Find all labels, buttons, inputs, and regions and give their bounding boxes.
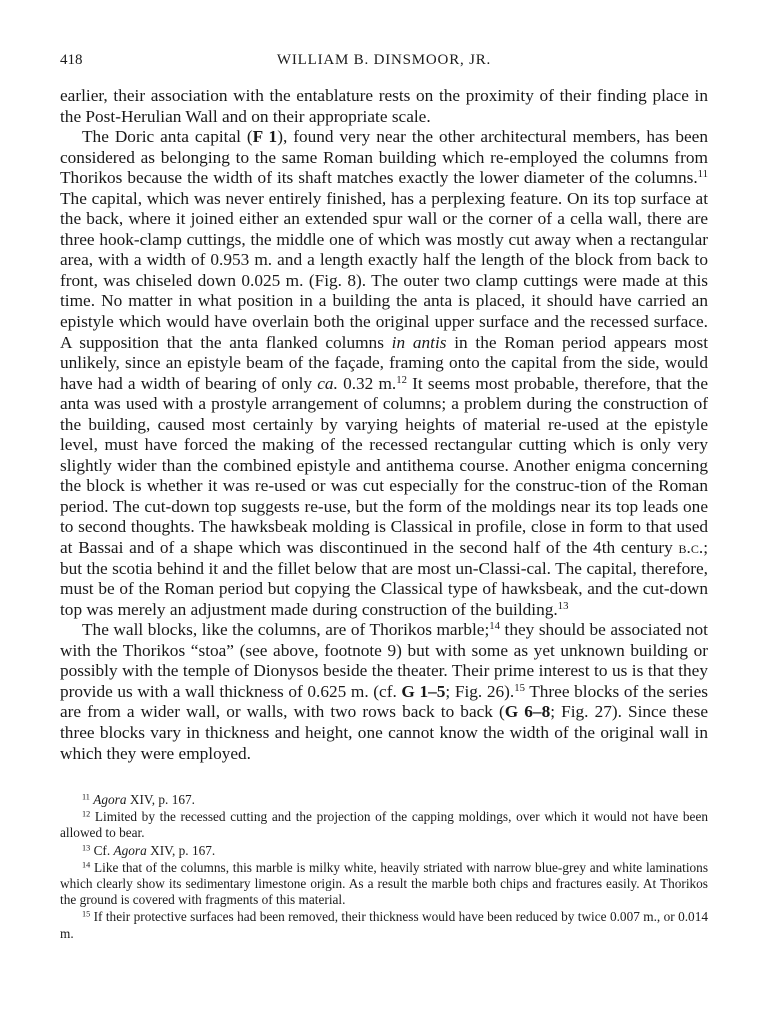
- running-head: WILLIAM B. DINSMOOR, JR.: [276, 52, 492, 68]
- footnote-11: [60, 792, 708, 808]
- paragraph-2: [60, 127, 708, 620]
- text-run: ; Fig. 26).: [445, 681, 515, 701]
- footnote-ref[interactable]: 13: [557, 599, 569, 612]
- text-run: It seems most probable, therefore, that the anta was used with a prostyle arrangement of columns; a problem during the construction of the building, caused most certainly by varying heights of material re-used at the epistyle level, must have forced the making of the recessed rectangular cutting which is only very slightly wider than the combined epistyle and antithema course. Another enigma concerning the block is whether it was re-used or was cut especially for the construc-tion of the Roman period. The cut-down top suggests re-use, but the form of the moldings near its top leads one to second thoughts. The hawksbeak molding is Classical in profile, close in form to that used at Bassai and of a shape which was discontinued in the second half of the 4th century: [60, 373, 708, 558]
- footnote-number: 14: [82, 860, 91, 870]
- footnote-number: 13: [82, 843, 91, 853]
- page-number: 418: [60, 52, 83, 68]
- footnote-text: If their protective surfaces had been removed, their thickness would have been reduced by twice 0.007 m., or 0.014 m.: [60, 909, 708, 941]
- footnote-number: 12: [82, 809, 91, 819]
- text-run: 0.32 m.: [337, 373, 397, 393]
- body-text: [60, 86, 708, 764]
- text-run: they should be associated not with the Thorikos “stoa” (see above, footnote 9) but with some as yet unknown building or possibly with the temple of Dionysos beside the theater. Their prime interest to us is that they provide us with a wall thickness of 0.625 m. (cf.: [60, 620, 708, 701]
- footnote-text: XIV, p. 167.: [126, 792, 195, 808]
- catalog-ref: G 1–5: [401, 681, 446, 701]
- footnote-12: [60, 809, 708, 841]
- footnote-14: [60, 860, 708, 909]
- footnote-ref[interactable]: 11: [697, 168, 708, 181]
- catalog-ref: G 6–8: [504, 702, 551, 722]
- text-run: The capital, which was never entirely finished, has a perplexing feature. On its top surface at the back, where it joined either an extended spur wall or the corner of a cella wall, there are three hook-clamp cuttings, the middle one of which was mostly cut away when a rectangular area, with a width of 0.953 m. and a length exactly half the length of the block from back to front, was chiseled down 0.025 m. (Fig. 8). The outer two clamp cuttings were made at this time. No matter in what position in a building the anta is placed, it should have carried an epistyle which would have overlain both the original upper surface and the recessed surface. A supposition that the anta flanked columns: [60, 188, 708, 352]
- text-run: The Doric anta capital (: [82, 127, 253, 147]
- footnote-ref[interactable]: 12: [396, 373, 407, 386]
- italic-term: ca.: [317, 373, 338, 393]
- text-run: ; Fig. 27). Since these three blocks vary in thickness and height, one cannot know the width of the original wall in which they were employed.: [60, 702, 708, 763]
- italic-term: in antis: [391, 332, 447, 352]
- footnote-ref[interactable]: 14: [489, 620, 500, 633]
- text-run: in the Roman period appears most unlikely, since an epistyle beam of the façade, framing onto the capital from the side, would have had a width of bearing of only: [60, 332, 708, 393]
- text-run: ), found very near the other architectural members, has been considered as belonging to the same Roman building which re-employed the columns from Thorikos because the width of its shaft matches exactly the lower diameter of the columns.: [60, 127, 708, 188]
- footnote-text: XIV, p. 167.: [146, 842, 216, 858]
- footnote-text: Like that of the columns, this marble is milky white, heavily striated with narrow blue-grey and white laminations which clearly show its sedimentary limestone origin. As a result the marble both chips and fractures easily. At Thorikos the ground is covered with fragments of this material.: [60, 859, 709, 908]
- text-run: Three blocks of the series are from a wider wall, or walls, with two rows back to back (: [60, 681, 708, 722]
- footnote-15: [60, 909, 708, 941]
- era-abbrev: b.c.: [678, 538, 704, 558]
- footnote-text: Cf.: [93, 842, 114, 858]
- footnote-number: 11: [82, 792, 90, 802]
- footnote-ref[interactable]: 15: [514, 681, 525, 694]
- text-run: The wall blocks, like the columns, are of Thorikos marble;: [82, 620, 490, 640]
- journal-page: [60, 52, 708, 943]
- footnotes: [60, 792, 708, 942]
- page-header: [60, 52, 708, 74]
- italic-term: Agora: [113, 842, 147, 858]
- paragraph-1: earlier, their association with the entablature rests on the proximity of their finding place in the Post-Herulian Wall and on their appropriate scale.: [60, 86, 708, 126]
- catalog-ref: F 1: [252, 127, 278, 147]
- paragraph-3: [60, 620, 708, 764]
- italic-term: Agora: [93, 792, 127, 808]
- footnote-text: Limited by the recessed cutting and the projection of the capping moldings, over which it would not have been allowed to bear.: [60, 809, 708, 841]
- text-run: ; but the scotia behind it and the fillet below that are most un-Classi-cal. The capital, therefore, must be of the Roman period but copying the Classical type of hawksbeak, and the cut-down top was merely an adjustment made during construction of the building.: [60, 538, 708, 619]
- footnote-number: 15: [82, 909, 91, 919]
- footnote-13: [60, 843, 708, 859]
